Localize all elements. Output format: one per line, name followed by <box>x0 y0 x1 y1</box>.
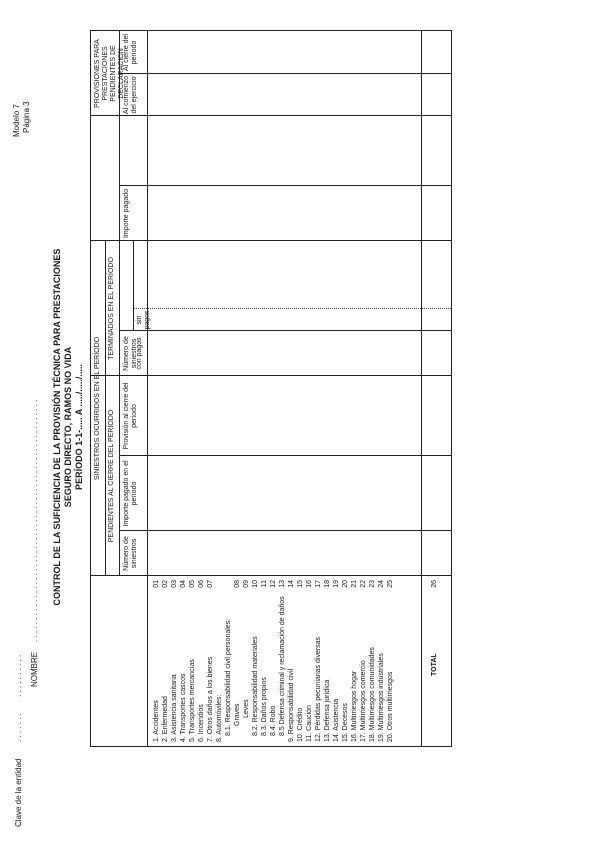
row-label-multirriesgos-comunidades: 18. Multirriesgos comunidades <box>369 647 376 742</box>
col-numero-siniestros: Número de siniestros <box>123 536 138 571</box>
row-num-15: 15 <box>297 580 304 588</box>
row-label-robo: 8.4. Robo <box>270 705 277 736</box>
form-title-line3: PERÍODO 1-1-..... A ...../...../..... <box>74 364 84 490</box>
row-num-16: 16 <box>306 580 313 588</box>
row-label-leves: Leves <box>243 699 250 718</box>
row-num-24: 24 <box>378 580 385 588</box>
row-label-incendios: 6. Incendios <box>198 704 205 742</box>
row-num-07: 07 <box>207 580 214 588</box>
col-numero-siniestros-terminados: Número de siniestros <box>123 336 138 371</box>
form-title-line2: SEGURO DIRECTO, RAMOS NO VIDA <box>63 346 73 508</box>
row-num-13: 13 <box>279 580 286 588</box>
clave-dots-2: . . . . . . . . . . <box>14 654 23 697</box>
row-num-19: 19 <box>333 580 340 588</box>
row-label-transportes-mercancias: 5. Transportes mercancías <box>189 659 196 742</box>
row-label-accidentes: 1. Accidentes <box>153 700 160 742</box>
row-num-09: 09 <box>243 580 250 588</box>
row-num-03: 03 <box>171 580 178 588</box>
row-label-transportes-cascos: 4. Transportes cascos <box>180 673 187 742</box>
col-con-pagos: con pagos <box>136 337 143 370</box>
row-num-22: 22 <box>360 580 367 588</box>
row-label-defensa-juridica: 13. Defensa jurídica <box>324 679 331 742</box>
row-num-08: 08 <box>234 580 241 588</box>
col-al-comienzo: Al comienzo del ejercicio <box>123 75 138 115</box>
row-num-26: 26 <box>431 580 438 588</box>
row-num-20: 20 <box>342 580 349 588</box>
row-label-graves: Graves <box>234 703 241 726</box>
row-num-01: 01 <box>153 580 160 588</box>
row-num-21: 21 <box>351 580 358 588</box>
group-provisiones-pendientes: PROVISIONES PARA PRESTACIONES PENDIENTES DE DECLARACIÓN <box>94 39 125 108</box>
row-label-decesos: 15. Decesos <box>342 703 349 742</box>
row-label-rc-personales: 8.1. Responsabilidad civil personales: <box>225 618 232 736</box>
row-num-14: 14 <box>288 580 295 588</box>
row-label-danos-propios: 8.3. Daños propios <box>261 677 268 736</box>
col-importe-pagado: Importe pagado en el período <box>123 460 138 527</box>
provision-table <box>90 30 452 747</box>
row-num-18: 18 <box>324 580 331 588</box>
col-sin-pagos: sin pagos <box>136 310 151 330</box>
row-label-asistencia: 14. Asistencia <box>333 698 340 742</box>
row-label-otros-multirriesgos: 20. Otros multirriesgos <box>387 671 394 742</box>
pagina-label: Página 3 <box>22 101 31 133</box>
row-label-multirriesgos-hogar: 16. Multirriesgos hogar <box>351 670 358 742</box>
col-al-cierre: Al cierre del período <box>123 34 138 71</box>
row-label-automoviles: 8. Automóviles: <box>216 694 223 742</box>
row-num-06: 06 <box>198 580 205 588</box>
col-importe-pagado-terminados: Importe pagado <box>123 188 130 239</box>
row-num-05: 05 <box>189 580 196 588</box>
row-label-multirriesgos-industriales: 19. Multirriesgos industriales <box>378 653 385 742</box>
sub-pendientes: PENDIENTES AL CIERRE DEL PERÍODO <box>108 409 115 543</box>
sub-terminados: TERMINADOS EN EL PERÍODO <box>108 257 115 360</box>
form-title-line1: CONTROL DE LA SUFICIENCIA DE LA PROVISIÓN TÉCNICA PARA PRESTACIONES <box>52 248 62 606</box>
group-siniestros-ocurridos: SINIESTROS OCURRIDOS EN EL PERÍODO <box>94 336 101 481</box>
row-label-perdidas-pecuniarias: 12. Pérdidas pecuniarias diversas <box>315 636 322 742</box>
row-num-23: 23 <box>369 580 376 588</box>
row-num-12: 12 <box>270 580 277 588</box>
row-label-credito: 10. Crédito <box>297 707 304 742</box>
row-label-asistencia-sanitaria: 3. Asistencia sanitaria <box>171 674 178 742</box>
nombre-label: NOMBRE <box>30 651 39 687</box>
nombre-dots: . . . . . . . . . . . . . . . . . . . . . . . . . . . . . . . . . . . . . . . . . . . . . . . . . . . . . . . <box>30 399 39 642</box>
row-num-17: 17 <box>315 580 322 588</box>
clave-dots: . . . . . . . <box>14 713 23 742</box>
row-label-responsabilidad-civil: 9. Responsabilidad civil <box>288 668 295 742</box>
modelo-label: Modelo 7 <box>12 104 21 137</box>
row-label-defensa-criminal: 8.5 Defensa criminal y reclamación de daños <box>279 596 286 736</box>
row-label-enfermedad: 2. Enfermedad <box>162 696 169 742</box>
row-label-multirriesgos-comercio: 17. Multirriesgos comercio <box>360 660 367 742</box>
total-label: TOTAL <box>431 653 438 676</box>
row-label-rc-materiales: 8.2. Responsabilidad materiales <box>252 636 259 736</box>
row-num-04: 04 <box>180 580 187 588</box>
row-num-11: 11 <box>261 580 268 588</box>
col-provision-cierre: Provisión al cierre del período <box>123 382 138 450</box>
row-label-caucion: 11. Caución <box>306 705 313 742</box>
row-num-10: 10 <box>252 580 259 588</box>
row-label-otros-danos: 7. Otros daños a los bienes <box>207 656 214 742</box>
row-num-02: 02 <box>162 580 169 588</box>
row-num-25: 25 <box>387 580 394 588</box>
clave-entidad-label: Clave de la entidad <box>14 758 23 827</box>
